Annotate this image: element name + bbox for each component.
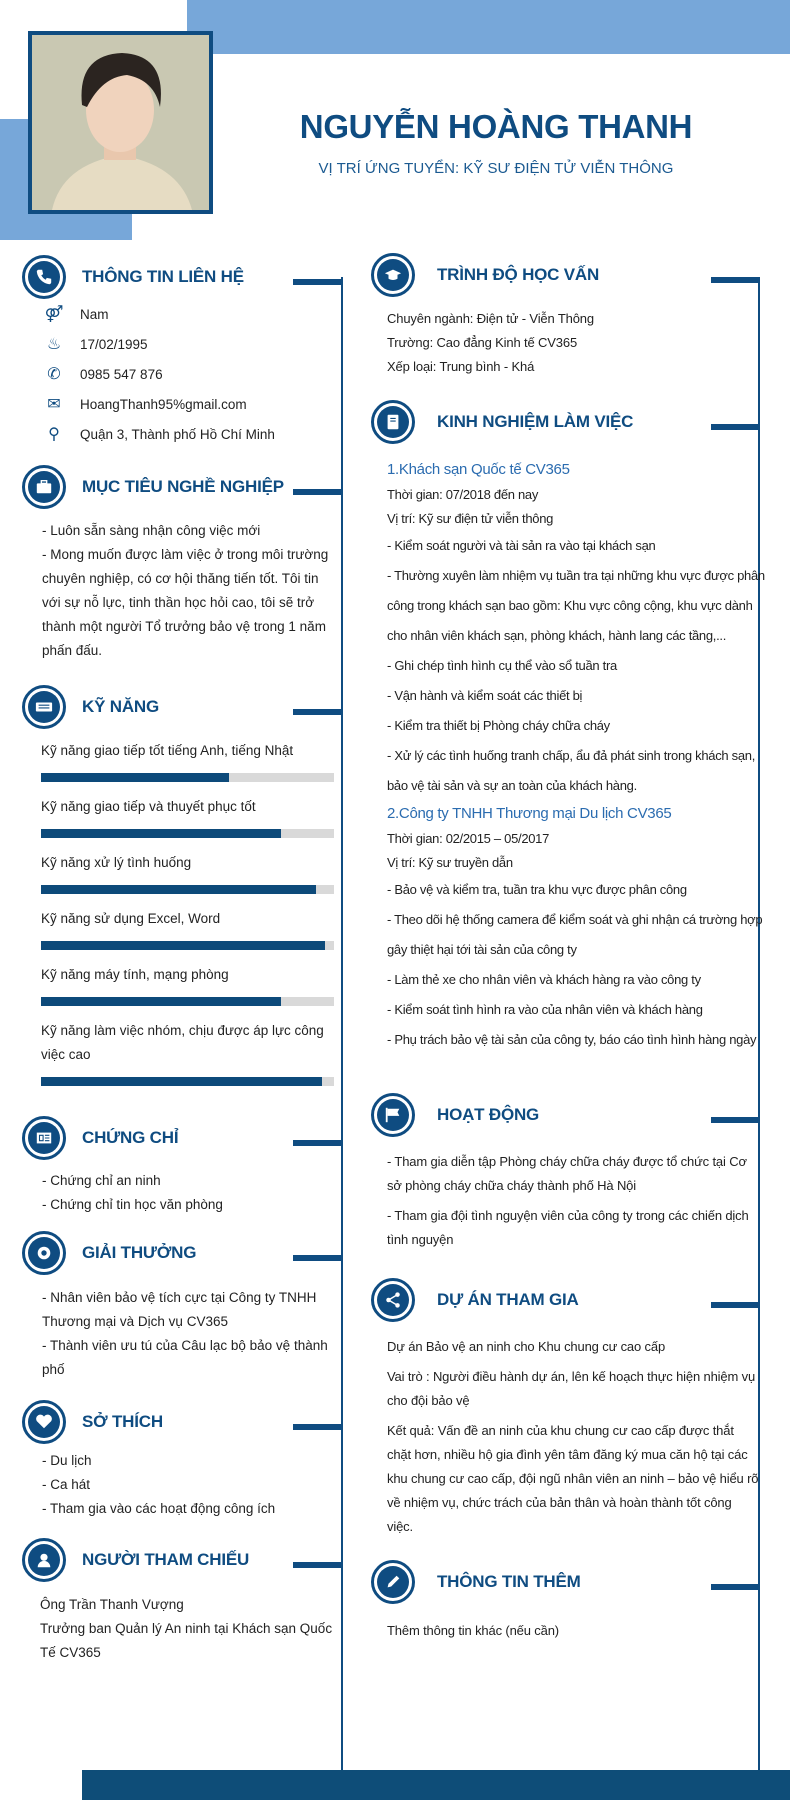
activities-heading bbox=[371, 1093, 539, 1137]
pencil-icon-fill bbox=[377, 1566, 409, 1598]
skill-level-bar bbox=[41, 885, 334, 894]
skill-level-bar bbox=[41, 997, 334, 1006]
skill-item bbox=[41, 851, 336, 907]
activities-item: - Tham gia đội tình nguyện viên của công ty trong các chiến dịch tình nguyện bbox=[387, 1208, 749, 1247]
skill-level-fill bbox=[41, 829, 281, 838]
contact-email bbox=[42, 389, 275, 419]
objective-title: MỤC TIÊU NGHỀ NGHIỆP bbox=[82, 477, 284, 496]
skill-level-fill bbox=[41, 941, 325, 950]
contact-gender bbox=[42, 299, 275, 329]
contact-dob-value: 17/02/1995 bbox=[80, 336, 148, 352]
contact-gender-value: Nam bbox=[80, 306, 109, 322]
certificate-icon-fill bbox=[28, 1122, 60, 1154]
education-item: Chuyên ngành: Điện tử - Viễn Thông bbox=[387, 311, 594, 326]
job-bullet: - Theo dõi hệ thống camera để kiểm soát và ghi nhận cá trường hợp gây thiệt hại tới tài sản của công ty bbox=[387, 912, 763, 957]
contact-phone bbox=[42, 359, 275, 389]
job-bullet: - Ghi chép tình hình cụ thể vào sổ tuần tra bbox=[387, 658, 617, 673]
contact-address bbox=[42, 419, 275, 449]
user-icon-fill bbox=[28, 1544, 60, 1576]
book-icon bbox=[371, 400, 415, 444]
column-divider bbox=[341, 277, 343, 1770]
certificates-title: CHỨNG CHỈ bbox=[82, 1128, 179, 1147]
awards-title: GIẢI THƯỞNG bbox=[82, 1243, 197, 1262]
avatar-photo bbox=[28, 31, 213, 214]
awards-item: - Nhân viên bảo vệ tích cực tại Công ty TNHH Thương mại và Dịch vụ CV365 bbox=[42, 1290, 317, 1329]
projects-heading bbox=[371, 1278, 579, 1322]
education-item: Xếp loại: Trung bình - Khá bbox=[387, 359, 535, 374]
activities-heading-bar bbox=[711, 1117, 760, 1123]
contact-heading bbox=[22, 255, 244, 299]
experience-heading bbox=[371, 400, 633, 444]
share-icon-fill bbox=[377, 1284, 409, 1316]
job-role: Vị trí: Kỹ sư truyền dẫn bbox=[387, 855, 513, 870]
job-company: 2.Công ty TNHH Thương mại Du lịch CV365 bbox=[387, 805, 672, 822]
skill-item bbox=[41, 795, 336, 851]
activities-title: HOẠT ĐỘNG bbox=[437, 1105, 540, 1124]
job-entry bbox=[387, 457, 772, 801]
reference-title: NGƯỜI THAM CHIẾU bbox=[82, 1550, 250, 1569]
job-bullet: - Kiểm soát người và tài sản ra vào tại khách sạn bbox=[387, 538, 656, 553]
job-entry bbox=[387, 801, 772, 1055]
experience-heading-bar bbox=[711, 424, 760, 430]
skill-item bbox=[41, 1019, 336, 1099]
skill-level-fill bbox=[41, 997, 281, 1006]
flag-icon bbox=[371, 1093, 415, 1137]
reference-item: Trưởng ban Quản lý An ninh tại Khách sạn Quốc Tế CV365 bbox=[40, 1621, 333, 1660]
skill-level-fill bbox=[41, 773, 229, 782]
skills-title: KỸ NĂNG bbox=[82, 697, 159, 716]
reference-item: Ông Trần Thanh Vượng bbox=[40, 1597, 184, 1612]
objective-heading bbox=[22, 465, 284, 509]
skill-label: Kỹ năng xử lý tình huống bbox=[41, 855, 192, 870]
activities-item: - Tham gia diễn tập Phòng cháy chữa cháy được tổ chức tại Cơ sở phòng cháy chữa cháy thành phố Hà Nội bbox=[387, 1154, 747, 1193]
more-heading-bar bbox=[711, 1584, 760, 1590]
email-icon: ✉ bbox=[47, 396, 61, 413]
projects-content bbox=[387, 1335, 759, 1545]
reference-content bbox=[40, 1593, 335, 1665]
award-icon-fill bbox=[28, 1237, 60, 1269]
reference-heading bbox=[22, 1538, 249, 1582]
more-content bbox=[387, 1619, 759, 1643]
job-bullet: - Vận hành và kiểm soát các thiết bị bbox=[387, 688, 583, 703]
briefcase-icon bbox=[22, 465, 66, 509]
hobbies-item: - Tham gia vào các hoạt động công ích bbox=[42, 1501, 276, 1516]
skill-item bbox=[41, 739, 336, 795]
objective-item: - Luôn sẵn sàng nhận công việc mới bbox=[42, 523, 261, 538]
skill-level-bar bbox=[41, 1077, 334, 1086]
education-content bbox=[387, 307, 757, 379]
heart-icon-fill bbox=[28, 1406, 60, 1438]
header-band bbox=[187, 0, 790, 54]
experience-content bbox=[387, 457, 772, 1055]
phone-icon bbox=[22, 255, 66, 299]
job-bullet: - Xử lý các tình huống tranh chấp, ẩu đả phát sinh trong khách sạn, bảo vệ tài sản và sự an toàn của khách hàng. bbox=[387, 748, 756, 793]
job-bullet: - Kiểm tra thiết bị Phòng cháy chữa cháy bbox=[387, 718, 610, 733]
contact-heading-bar bbox=[293, 279, 342, 285]
flag-icon-fill bbox=[377, 1099, 409, 1131]
skill-level-fill bbox=[41, 885, 316, 894]
skill-level-fill bbox=[41, 1077, 322, 1086]
keyboard-icon bbox=[22, 685, 66, 729]
projects-item: Kết quả: Vấn đề an ninh của khu chung cư cao cấp được thắt chặt hơn, nhiều hộ gia đình yên tâm đăng ký mua căn hộ tại các khu chung cư cao cấp, đội ngũ nhân viên an ninh – bảo vệ hiểu rõ về nhiệm vụ, chức trách của bản thân và hoàn thành tốt công việc. bbox=[387, 1423, 759, 1534]
book-icon-fill bbox=[377, 406, 409, 438]
education-title: TRÌNH ĐỘ HỌC VẤN bbox=[437, 265, 600, 284]
reference-heading-bar bbox=[293, 1562, 342, 1568]
skill-label: Kỹ năng sử dụng Excel, Word bbox=[41, 911, 221, 926]
job-company: 1.Khách sạn Quốc tế CV365 bbox=[387, 461, 570, 478]
job-bullet: - Bảo vệ và kiểm tra, tuần tra khu vực được phân công bbox=[387, 882, 687, 897]
job-time: Thời gian: 02/2015 – 05/2017 bbox=[387, 831, 550, 846]
skill-item bbox=[41, 907, 336, 963]
objective-content bbox=[42, 519, 337, 663]
certificate-icon bbox=[22, 1116, 66, 1160]
skill-label: Kỹ năng giao tiếp và thuyết phục tốt bbox=[41, 799, 256, 814]
skill-item bbox=[41, 963, 336, 1019]
contact-address-value: Quận 3, Thành phố Hồ Chí Minh bbox=[80, 426, 275, 442]
certificates-content bbox=[42, 1169, 337, 1217]
job-time: Thời gian: 07/2018 đến nay bbox=[387, 487, 539, 502]
objective-item: - Mong muốn được làm việc ở trong môi trường chuyên nghiệp, có cơ hội thăng tiến tốt. Tôi tin với sự nỗ lực, tinh thần học hỏi cao, tôi sẽ trở thành một người Tổ trưởng bảo vệ trong 1 năm phấn đấu. bbox=[42, 547, 329, 658]
hobbies-item: - Ca hát bbox=[42, 1477, 91, 1492]
contact-title: THÔNG TIN LIÊN HỆ bbox=[82, 267, 244, 286]
education-item: Trường: Cao đẳng Kinh tế CV365 bbox=[387, 335, 578, 350]
job-bullet: - Thường xuyên làm nhiệm vụ tuần tra tại những khu vực được phân công trong khách sạn bao gồm: Khu vực công cộng, khu vực dành cho nhân viên khách sạn, phòng khách, hành lang các tầng,... bbox=[387, 568, 765, 643]
skills-heading-bar bbox=[293, 709, 342, 715]
phone-icon-fill bbox=[28, 261, 60, 293]
keyboard-icon-fill bbox=[28, 691, 60, 723]
skills-heading bbox=[22, 685, 159, 729]
projects-title: DỰ ÁN THAM GIA bbox=[437, 1290, 579, 1309]
projects-heading-bar bbox=[711, 1302, 760, 1308]
skill-level-bar bbox=[41, 829, 334, 838]
footer-band bbox=[82, 1770, 790, 1800]
certificates-item: - Chứng chỉ an ninh bbox=[42, 1173, 161, 1188]
experience-title: KINH NGHIỆM LÀM VIỆC bbox=[437, 412, 634, 431]
skill-label: Kỹ năng máy tính, mạng phòng bbox=[41, 967, 229, 982]
birthday-cake-icon: ♨ bbox=[46, 336, 62, 353]
certificates-item: - Chứng chỉ tin học văn phòng bbox=[42, 1197, 223, 1212]
projects-item: Vai trò : Người điều hành dự án, lên kế hoạch thực hiện nhiệm vụ cho đội bảo vệ bbox=[387, 1369, 756, 1408]
awards-item: - Thành viên ưu tú của Câu lạc bộ bảo vệ thành phố bbox=[42, 1338, 328, 1377]
awards-content bbox=[42, 1286, 337, 1382]
certificates-heading-bar bbox=[293, 1140, 342, 1146]
share-icon bbox=[371, 1278, 415, 1322]
location-pin-icon: ⚲ bbox=[48, 426, 60, 443]
briefcase-icon-fill bbox=[28, 471, 60, 503]
activities-content bbox=[387, 1150, 759, 1258]
award-icon bbox=[22, 1231, 66, 1275]
gender-icon: ⚤ bbox=[44, 306, 64, 323]
skills-list bbox=[41, 739, 336, 1099]
hobbies-content bbox=[42, 1449, 337, 1521]
education-heading-bar bbox=[711, 277, 760, 283]
skill-level-bar bbox=[41, 773, 334, 782]
contact-list bbox=[42, 299, 275, 449]
projects-item: Dự án Bảo vệ an ninh cho Khu chung cư cao cấp bbox=[387, 1339, 666, 1354]
user-icon bbox=[22, 1538, 66, 1582]
graduation-icon bbox=[371, 253, 415, 297]
applied-position: VỊ TRÍ ỨNG TUYỂN: KỸ SƯ ĐIỆN TỬ VIỄN THÔNG bbox=[318, 160, 674, 177]
contact-dob bbox=[42, 329, 275, 359]
job-bullet: - Kiểm soát tình hình ra vào của nhân viên và khách hàng bbox=[387, 1002, 703, 1017]
contact-phone-value: 0985 547 876 bbox=[80, 366, 163, 382]
more-heading bbox=[371, 1560, 581, 1604]
phone-icon: ✆ bbox=[47, 366, 61, 383]
hobbies-item: - Du lịch bbox=[42, 1453, 92, 1468]
awards-heading bbox=[22, 1231, 196, 1275]
candidate-name: NGUYỄN HOÀNG THANH bbox=[299, 108, 693, 145]
pencil-icon bbox=[371, 1560, 415, 1604]
hobbies-heading-bar bbox=[293, 1424, 342, 1430]
hobbies-heading bbox=[22, 1400, 163, 1444]
graduation-icon-fill bbox=[377, 259, 409, 291]
job-bullet: - Phụ trách bảo vệ tài sản của công ty, báo cáo tình hình hàng ngày bbox=[387, 1032, 757, 1047]
job-role: Vị trí: Kỹ sư điện tử viễn thông bbox=[387, 511, 554, 526]
hobbies-title: SỞ THÍCH bbox=[82, 1412, 163, 1431]
more-item: Thêm thông tin khác (nếu cần) bbox=[387, 1623, 559, 1638]
awards-heading-bar bbox=[293, 1255, 342, 1261]
more-title: THÔNG TIN THÊM bbox=[437, 1572, 581, 1591]
job-bullet: - Làm thẻ xe cho nhân viên và khách hàng ra vào công ty bbox=[387, 972, 701, 987]
skill-label: Kỹ năng giao tiếp tốt tiếng Anh, tiếng Nhật bbox=[41, 743, 294, 758]
contact-email-value: HoangThanh95%gmail.com bbox=[80, 396, 247, 412]
skill-label: Kỹ năng làm việc nhóm, chịu được áp lực công việc cao bbox=[41, 1023, 324, 1062]
education-heading bbox=[371, 253, 599, 297]
certificates-heading bbox=[22, 1116, 178, 1160]
heart-icon bbox=[22, 1400, 66, 1444]
skill-level-bar bbox=[41, 941, 334, 950]
objective-heading-bar bbox=[293, 489, 342, 495]
